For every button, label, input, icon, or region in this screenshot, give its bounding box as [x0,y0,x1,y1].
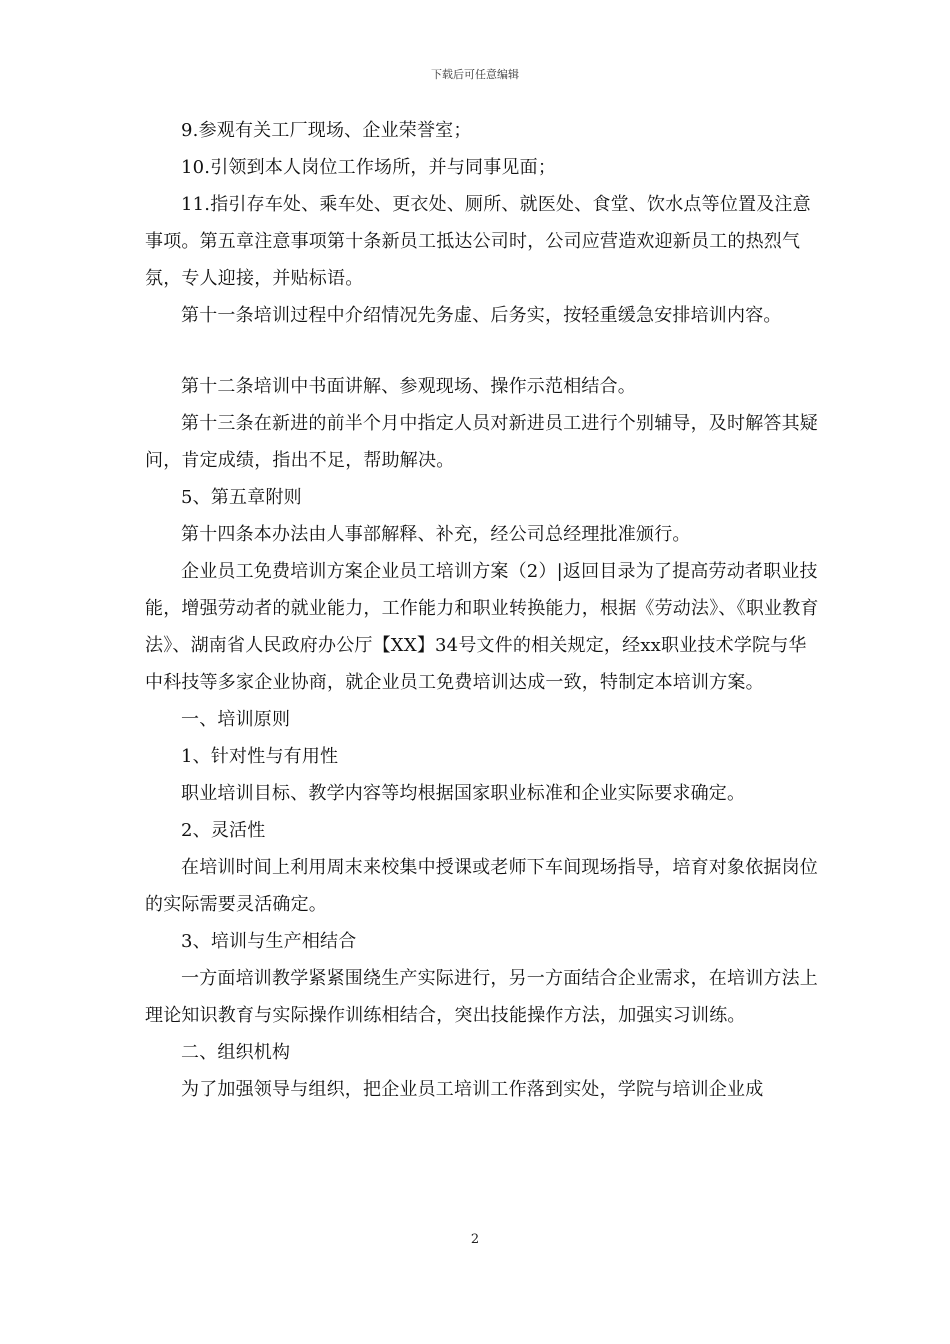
document-body [145,112,820,1108]
paragraph: 第十二条培训中书面讲解、参观现场、操作示范相结合。 [181,376,636,397]
paragraph: 9.参观有关工厂现场、企业荣誉室； [181,120,472,141]
section-heading: 二、组织机构 [181,1042,291,1063]
paragraph: 一方面培训教学紧紧围绕生产实际进行，另一方面结合企业需求，在培训方法上理论知识教育与实际操作训练相结合，突出技能操作方法，加强实习训练。 [145,968,818,1026]
paragraph-gap [145,334,820,368]
subsection-heading: 1、针对性与有用性 [181,746,339,767]
paragraph: 第十三条在新进的前半个月中指定人员对新进员工进行个别辅导，及时解答其疑问，肯定成绩，指出不足，帮助解决。 [145,413,818,471]
paragraph: 10.引领到本人岗位工作场所，并与同事见面； [181,157,557,178]
section-heading: 一、培训原则 [181,709,291,730]
paragraph: 第十一条培训过程中介绍情况先务虚、后务实，按轻重缓急安排培训内容。 [181,305,782,326]
paragraph: 11.指引存车处、乘车处、更衣处、厕所、就医处、食堂、饮水点等位置及注意事项。第五章注意事项第十条新员工抵达公司时，公司应营造欢迎新员工的热烈气氛，专人迎接，并贴标语。 [145,194,811,289]
paragraph: 职业培训目标、教学内容等均根据国家职业标准和企业实际要求确定。 [181,783,746,804]
subsection-heading: 3、培训与生产相结合 [181,931,357,952]
paragraph: 第十四条本办法由人事部解释、补充，经公司总经理批准颁行。 [181,524,691,545]
page-header: 下载后可任意编辑 [431,68,519,81]
paragraph: 在培训时间上利用周末来校集中授课或老师下车间现场指导，培育对象依据岗位的实际需要灵活确定。 [145,857,818,915]
section-heading: 5、第五章附则 [181,487,302,508]
paragraph: 企业员工免费培训方案企业员工培训方案（2）|返回目录为了提高劳动者职业技能，增强劳动者的就业能力，工作能力和职业转换能力，根据《劳动法》、《职业教育法》、湖南省人民政府办公厅【XX】34号文件的相关规定，经xx职业技术学院与华中科技等多家企业协商，就企业员工免费培训达成一致，特制定本培训方案。 [145,561,819,693]
paragraph: 为了加强领导与组织，把企业员工培训工作落到实处，学院与培训企业成 [181,1079,764,1100]
page-number: 2 [470,1232,480,1247]
subsection-heading: 2、灵活性 [181,820,266,841]
